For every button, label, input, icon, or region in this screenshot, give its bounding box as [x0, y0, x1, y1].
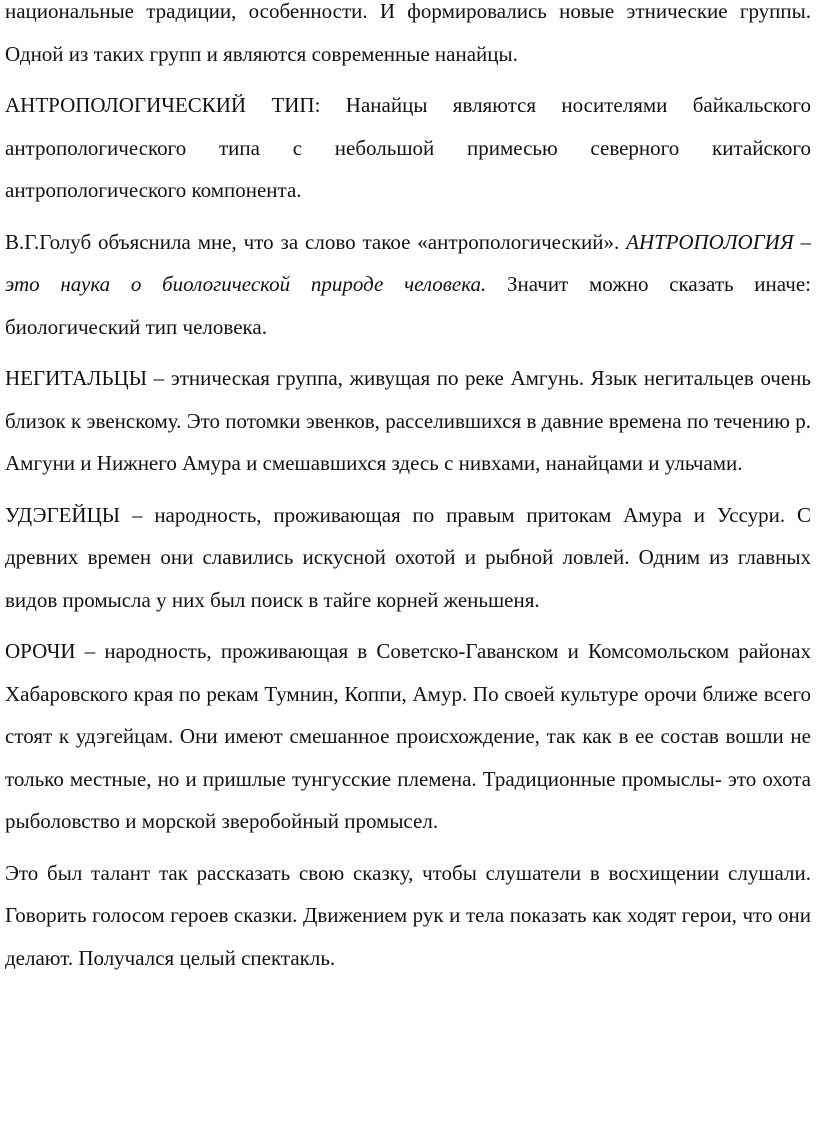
paragraph-ethnic-groups: национальные традиции, особенности. И формировались новые этнические группы. Одной из таких групп и являются современные нанайцы.: [5, 0, 811, 66]
paragraph-storytelling: Это был талант так рассказать свою сказку, чтобы слушатели в восхищении слушали. Говорить голосом героев сказки. Движением рук и тела показать как ходят герои, что они делают. Получался целый спектакль.: [5, 860, 811, 970]
definition-italic-text: АНТРОПОЛОГИЯ – это наука о биологической природе человека.: [5, 229, 811, 296]
paragraph-negidals: НЕГИТАЛЬЦЫ – этническая группа, живущая по реке Амгунь. Язык негитальцев очень близок к эвенскому. Это потомки эвенков, расселившихся в давние времена по течению р. Амгуни и Нижнего Амура и смешавшихся здесь с нивхами, нанайцами и ульчами.: [5, 366, 811, 475]
definition-intro-text: В.Г.Голуб объяснила мне, что за слово такое «антропологический».: [5, 229, 627, 254]
definition-outro-text: Значит можно сказать иначе: биологический тип человека.: [5, 272, 811, 339]
paragraph-anthropology-definition: [5, 221, 811, 349]
paragraph-orochi: ОРОЧИ – народность, проживающая в Советско-Гаванском и Комсомольском районах Хабаровского края по рекам Тумнин, Коппи, Амур. По своей культуре орочи ближе всего стоят к удэгейцам. Они имеют смешанное происхождение, так как в ее состав вошли не только местные, но и пришлые тунгусские племена. Традиционные промыслы- это охота рыболовство и морской зверобойный промысел.: [5, 639, 811, 833]
paragraph-udege: УДЭГЕЙЦЫ – народность, проживающая по правым притокам Амура и Уссури. С древних времен они славились искусной охотой и рыбной ловлей. Одним из главных видов промысла у них был поиск в тайге корней женьшеня.: [5, 502, 811, 612]
paragraph-anthropological-type: АНТРОПОЛОГИЧЕСКИЙ ТИП: Нанайцы являются носителями байкальского антропологического типа с небольшой примесью северного китайского антропологического компонента.: [5, 93, 811, 202]
